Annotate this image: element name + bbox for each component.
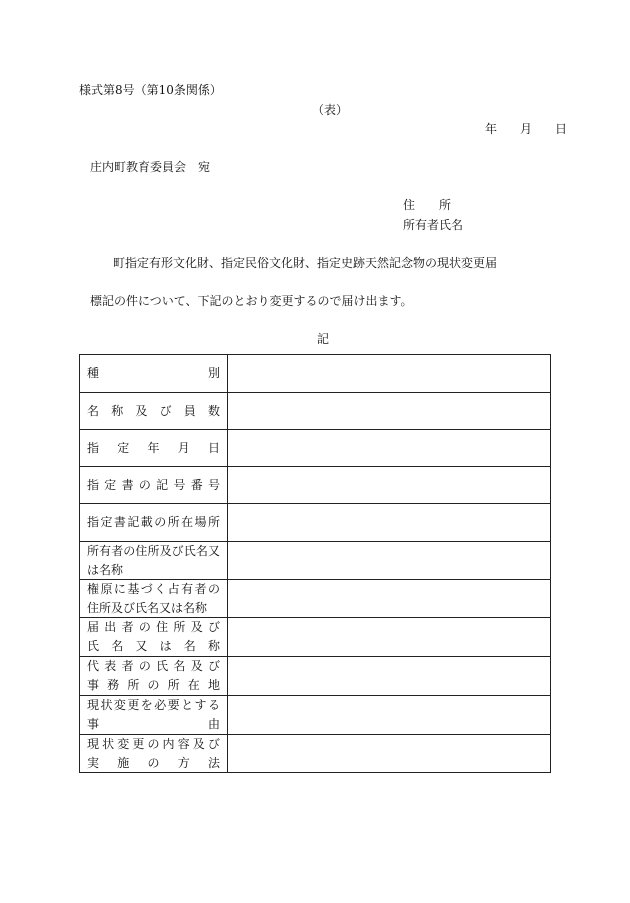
label-char: 月: [177, 440, 190, 455]
label-char: 事: [87, 717, 100, 731]
field-label: [87, 580, 220, 617]
label-char: 名: [173, 659, 186, 673]
field-label-line: [87, 676, 220, 695]
label-char: 及: [190, 659, 203, 673]
field-label-cell: [80, 542, 228, 580]
label-char: 要: [167, 698, 180, 712]
field-value-cell[interactable]: [228, 618, 551, 657]
label-char: 所: [173, 620, 186, 634]
label-char: 指: [87, 515, 100, 529]
date-day-label: 日: [555, 122, 568, 136]
label-char: 住: [135, 543, 148, 558]
label-char: 基: [127, 581, 140, 596]
label-char: 場: [194, 515, 207, 529]
field-value-cell[interactable]: [228, 430, 551, 467]
label-char: 容: [177, 736, 190, 751]
label-char: 有: [99, 543, 112, 558]
label-char: 氏: [183, 543, 196, 558]
field-label-line: [87, 715, 220, 734]
table-row: [80, 542, 551, 580]
label-char: 員: [183, 403, 196, 418]
label-char: 務: [107, 678, 120, 692]
table-row: [80, 618, 551, 657]
label-char: を: [140, 698, 153, 712]
label-char: 及: [192, 736, 205, 751]
field-label-line: [87, 439, 220, 458]
label-char: 原: [100, 581, 113, 596]
field-value-cell[interactable]: [228, 467, 551, 504]
field-label-line: [87, 364, 220, 383]
label-char: び: [207, 620, 220, 634]
label-char: 状: [102, 736, 115, 751]
label-char: 住: [156, 620, 169, 634]
field-label: [87, 504, 220, 541]
field-value-cell[interactable]: [228, 580, 551, 618]
label-char: 代: [87, 659, 100, 673]
label-char: 記: [156, 477, 169, 492]
label-char: 種: [87, 366, 100, 380]
label-char: 定: [104, 477, 117, 492]
label-char: 更: [127, 698, 140, 712]
label-char: 者: [121, 659, 134, 673]
label-char: の: [147, 736, 160, 751]
field-label: [87, 657, 220, 695]
label-char: 出: [104, 620, 117, 634]
label-char: び: [171, 543, 184, 558]
field-value-cell[interactable]: [228, 393, 551, 430]
field-label-line: [87, 657, 220, 676]
table-row: [80, 580, 551, 618]
field-label-line: [87, 513, 220, 532]
label-char: 又: [135, 639, 148, 653]
label-char: 及: [190, 620, 203, 634]
label-char: の: [207, 581, 220, 596]
addressee: 庄内町教育委員会 宛: [90, 160, 211, 174]
field-label-line: 住所及び氏名又は名称: [87, 600, 208, 615]
label-char: 日: [207, 440, 220, 455]
intro-sentence: 標記の件について、下記のとおり変更するので届け出ます。: [90, 294, 413, 308]
field-label-line: [87, 735, 220, 754]
label-char: 内: [162, 736, 175, 751]
label-char: 名: [111, 639, 124, 653]
label-char: び: [207, 736, 220, 751]
field-value-cell[interactable]: [228, 735, 551, 773]
field-value-cell[interactable]: [228, 542, 551, 580]
field-label: [87, 618, 220, 656]
field-label-cell: [80, 504, 228, 542]
label-char: の: [138, 620, 151, 634]
field-label: [87, 467, 220, 503]
label-char: 号: [207, 477, 220, 492]
label-char: の: [147, 678, 160, 692]
label-char: 施: [117, 755, 130, 770]
label-char: の: [138, 659, 151, 673]
table-row: [80, 355, 551, 393]
field-value-cell[interactable]: [228, 696, 551, 735]
field-label-line: [87, 637, 220, 656]
label-char: 定: [100, 515, 113, 529]
field-label: [87, 696, 220, 734]
field-label-line: は名称: [87, 562, 124, 577]
label-char: 年: [147, 440, 160, 455]
field-label: [87, 735, 220, 772]
label-char: 指: [87, 477, 100, 492]
label-char: す: [194, 698, 207, 712]
form-number: 様式第8号（第10条関係）: [79, 83, 222, 97]
label-char: は: [159, 639, 172, 653]
field-label-cell: [80, 430, 228, 467]
label-char: 号: [173, 477, 186, 492]
label-char: の: [147, 755, 160, 770]
label-char: 状: [100, 698, 113, 712]
label-char: 書: [113, 515, 126, 529]
field-value-cell[interactable]: [228, 657, 551, 696]
label-char: 在: [181, 515, 194, 529]
label-char: 載: [140, 515, 153, 529]
label-char: 変: [117, 736, 130, 751]
date-year-label: 年: [485, 122, 498, 136]
label-char: 法: [207, 755, 220, 770]
label-char: づ: [140, 581, 153, 596]
field-label-cell: [80, 580, 228, 618]
label-char: 変: [113, 698, 126, 712]
field-label-cell: [80, 696, 228, 735]
table-row: [80, 393, 551, 430]
label-char: 及: [135, 403, 148, 418]
form-table: [79, 354, 551, 773]
label-char: 所: [147, 543, 160, 558]
table-row: [80, 504, 551, 542]
label-char: 名: [195, 543, 208, 558]
label-char: び: [207, 659, 220, 673]
label-char: 方: [177, 755, 190, 770]
label-char: び: [159, 403, 172, 418]
field-label: [87, 430, 220, 466]
ki-heading: 記: [317, 332, 330, 346]
label-char: 氏: [87, 639, 100, 653]
field-label-cell: [80, 735, 228, 773]
field-label-line: [87, 402, 220, 421]
document-title: 町指定有形文化財、指定民俗文化財、指定史跡天然記念物の現状変更届: [113, 256, 498, 270]
label-char: 必: [154, 698, 167, 712]
address-label: 住 所: [403, 198, 452, 212]
label-char: 現: [87, 698, 100, 712]
owner-name-label: 所有者氏名: [403, 218, 464, 232]
field-label-line: [87, 696, 220, 715]
field-label-cell: [80, 355, 228, 393]
table-row: [80, 735, 551, 773]
label-char: 番: [190, 477, 203, 492]
date-month-label: 月: [520, 122, 533, 136]
table-row: [80, 657, 551, 696]
label-char: 数: [207, 403, 220, 418]
field-value-cell[interactable]: [228, 504, 551, 542]
label-char: 現: [87, 736, 100, 751]
label-char: 者: [194, 581, 207, 596]
field-label-cell: [80, 393, 228, 430]
label-char: 又: [207, 543, 220, 558]
label-char: 実: [87, 755, 100, 770]
label-char: る: [207, 698, 220, 712]
label-char: 由: [207, 717, 220, 731]
label-char: 別: [207, 366, 220, 380]
label-char: 更: [132, 736, 145, 751]
label-char: の: [138, 477, 151, 492]
label-char: 及: [159, 543, 172, 558]
field-label-line: [87, 542, 220, 561]
label-char: 指: [87, 440, 100, 455]
label-char: の: [123, 543, 136, 558]
label-char: 在: [187, 678, 200, 692]
field-label-line: [87, 580, 220, 599]
label-char: 名: [87, 403, 100, 418]
label-char: と: [181, 698, 194, 712]
label-char: 所: [167, 515, 180, 529]
label-char: 表: [104, 659, 117, 673]
field-label-cell: [80, 467, 228, 504]
table-row: [80, 430, 551, 467]
label-char: 事: [87, 678, 100, 692]
label-char: 記: [127, 515, 140, 529]
label-char: の: [154, 515, 167, 529]
label-char: 名: [183, 639, 196, 653]
field-label: [87, 355, 220, 392]
field-label-line: [87, 476, 220, 495]
side-label: （表）: [312, 103, 349, 117]
table-row: [80, 467, 551, 504]
label-char: 書: [121, 477, 134, 492]
label-char: 所: [87, 543, 100, 558]
label-char: 称: [111, 403, 124, 418]
label-char: 有: [181, 581, 194, 596]
label-char: 者: [121, 620, 134, 634]
label-char: 者: [111, 543, 124, 558]
field-label-line: [87, 618, 220, 637]
label-char: 氏: [156, 659, 169, 673]
label-char: 称: [207, 639, 220, 653]
label-char: 定: [117, 440, 130, 455]
label-char: く: [154, 581, 167, 596]
field-label: [87, 542, 220, 579]
field-label-cell: [80, 657, 228, 696]
label-char: に: [113, 581, 126, 596]
label-char: 所: [207, 515, 220, 529]
field-value-cell[interactable]: [228, 355, 551, 393]
label-char: 届: [87, 620, 100, 634]
field-label-line: [87, 754, 220, 773]
table-row: [80, 696, 551, 735]
field-label: [87, 393, 220, 429]
label-char: 地: [207, 678, 220, 692]
label-char: 占: [167, 581, 180, 596]
label-char: 所: [167, 678, 180, 692]
label-char: 権: [87, 581, 100, 596]
field-label-cell: [80, 618, 228, 657]
label-char: 所: [127, 678, 140, 692]
